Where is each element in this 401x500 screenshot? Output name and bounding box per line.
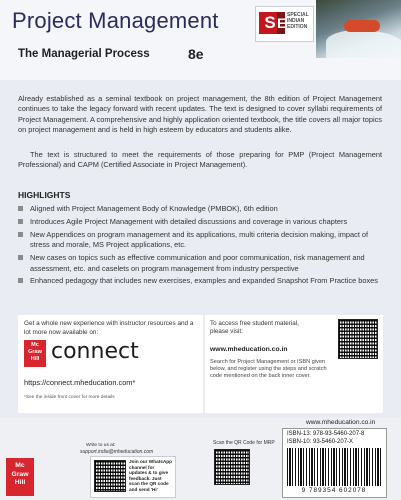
student-instructions: Search for Project Management or ISBN given below, and register using the steps and scratch code mentioned on the back inner cover.	[210, 359, 327, 380]
isbn-10: ISBN-10: 93-5460-207-X	[287, 439, 354, 445]
highlight-item: Aligned with Project Management Body of Knowledge (PMBOK), 6th edition	[18, 204, 382, 214]
edition-label: 8e	[188, 46, 204, 62]
se-badge-s: S	[259, 12, 281, 34]
book-title: Project Management	[12, 8, 219, 33]
connect-brand: connect	[51, 339, 139, 364]
description-paragraph-1: Already established as a seminal textbook on project management, the 8th edition of Project Management continues to take the legacy forward with recent updates. The text is designed to cover syllabi requirements of Project Management. A comprehensive and highly application oriented textbook, the title covers all major topics on project management and is held in high esteem by educators and students alike.	[18, 94, 382, 135]
rafting-photo	[316, 0, 401, 58]
highlight-item: Enhanced pedagogy that includes new exercises, examples and expanded Snapshot From Practice boxes	[18, 276, 382, 286]
whatsapp-text: Join our WhatsApp channel for updates & to give feedback. Just scan the QR code and send 'Hi'	[129, 459, 172, 492]
connect-box	[18, 315, 203, 413]
highlights-heading: HIGHLIGHTS	[18, 190, 71, 200]
barcode-icon	[287, 448, 381, 486]
bullet-icon	[18, 255, 23, 260]
bullet-icon	[18, 278, 23, 283]
highlight-item: Introduces Agile Project Management with detailed discussions and coverage in various chapters	[18, 217, 382, 227]
highlights-list	[18, 204, 382, 289]
book-subtitle: The Managerial Process	[18, 48, 150, 60]
student-intro-text: To access free student material, please visit:	[210, 320, 299, 336]
barcode-number: 9 789354 602078	[301, 487, 367, 494]
highlight-item: New Appendices on program management and its applications, multi criteria decision making, impact of stress and morale, MS Project applications, etc.	[18, 230, 382, 251]
write-to-us-label: Write to us at:	[86, 443, 116, 448]
student-qr-code-icon	[338, 319, 378, 359]
site-url-link[interactable]: www.mheducation.co.in	[306, 419, 376, 426]
mcgraw-hill-logo: Mc Graw Hill	[6, 458, 34, 496]
connect-url-link[interactable]: https://connect.mheducation.com*	[24, 378, 136, 387]
isbn-box	[282, 428, 387, 498]
connect-footnote: *See the inside front cover for more details	[24, 395, 115, 400]
whatsapp-qr-code-icon	[94, 460, 126, 492]
student-material-box	[205, 315, 383, 413]
special-edition-badge	[255, 6, 314, 42]
mrp-qr-label: Scan the QR Code for MRP	[213, 440, 275, 446]
bullet-icon	[18, 206, 23, 211]
student-url-link[interactable]: www.mheducation.co.in	[210, 346, 288, 353]
whatsapp-box	[90, 456, 176, 498]
se-badge-text: SPECIAL INDIAN EDITION	[287, 12, 309, 30]
connect-intro-text: Get a whole new experience with instructor resources and a lot more now available on:	[24, 320, 194, 336]
mrp-qr-code-icon	[214, 449, 250, 485]
isbn-13: ISBN-13: 978-93-5460-207-8	[287, 431, 365, 437]
bullet-icon	[18, 232, 23, 237]
description-paragraph-2: The text is structured to meet the requirements of those preparing for PMP (Project Management Professional) and CAPM (Certified Associate in Project Management).	[18, 150, 382, 170]
highlight-item: New cases on topics such as effective communication and poor communication, risk management and assessment, etc. and caselets on program management from industry perspective	[18, 253, 382, 274]
bullet-icon	[18, 219, 23, 224]
mcgraw-hill-logo: Mc Graw Hill	[24, 340, 46, 367]
support-email-link[interactable]: support.india@mheducation.com	[80, 449, 154, 455]
se-badge-e: E	[277, 12, 285, 34]
